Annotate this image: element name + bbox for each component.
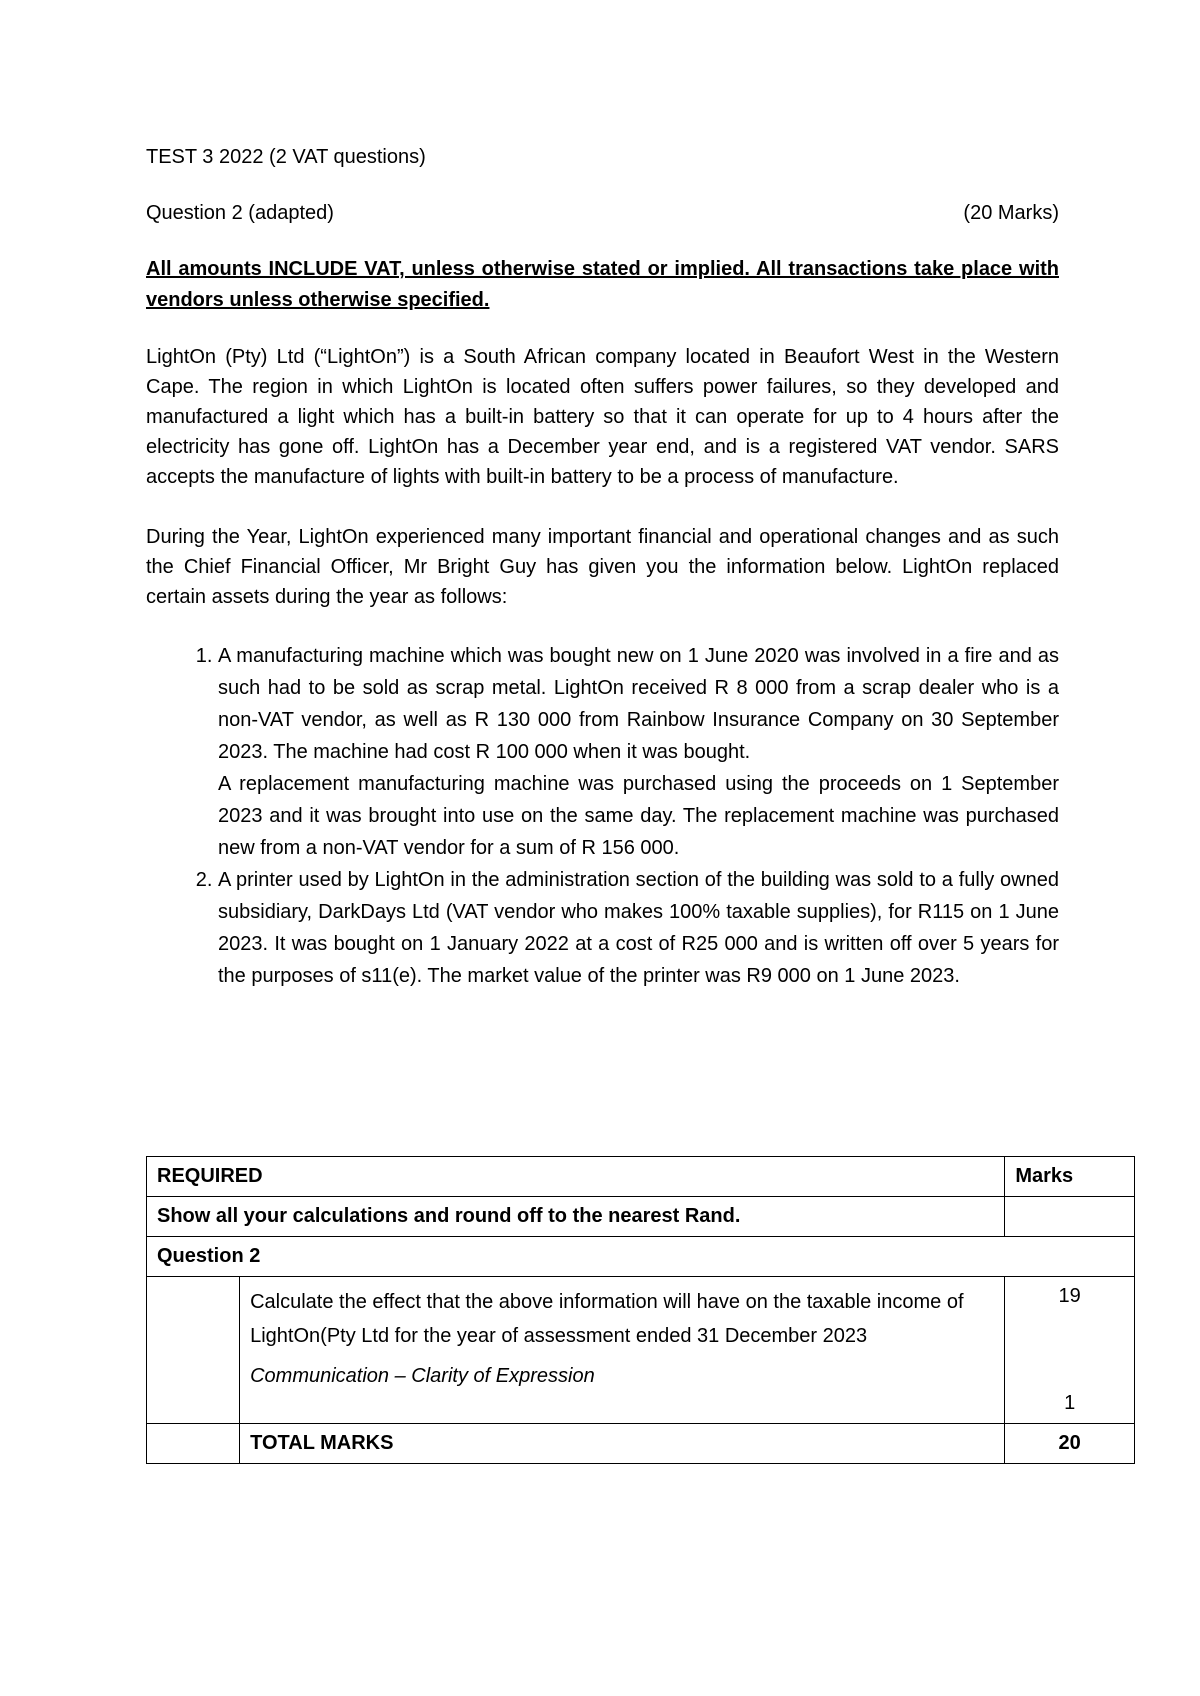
company-description: LightOn (Pty) Ltd (“LightOn”) is a South African company located in Beaufort West in the Western Cape. The region in which LightOn is located often suffers power failures, so they developed and manufactured a light which has a built-in battery so that it can operate for up to 4 hours after the electricity has gone off. LightOn has a December year end, and is a registered VAT vendor. SARS accepts the manufacture of lights with built-in battery to be a process of manufacture. [146,346,1059,488]
task-marks: 19 [1058,1285,1081,1307]
question-header [146,198,1059,228]
table-row [147,1424,1135,1464]
list-item [218,864,1059,992]
task-marks-cell [1005,1277,1135,1424]
total-label: TOTAL MARKS [240,1424,1005,1464]
communication-marks: 1 [1064,1392,1076,1414]
table-row [147,1157,1135,1197]
test-title: TEST 3 2022 (2 VAT questions) [146,146,426,168]
required-header: REQUIRED [147,1157,1005,1197]
empty-marks-cell [1005,1197,1135,1237]
table-row [147,1197,1135,1237]
asset-list [146,640,1059,992]
year-changes-intro: During the Year, LightOn experienced many important financial and operational changes and as such the Chief Financial Officer, Mr Bright Guy has given you the information below. LightOn replaced certain assets during the year as follows: [146,526,1059,608]
task-text: Calculate the effect that the above information will have on the taxable income of LightOn(Pty Ltd for the year of assessment ended 31 December 2023 [250,1291,964,1347]
question-row-cell: Question 2 [147,1237,1135,1277]
table-row [147,1277,1135,1424]
table-row [147,1237,1135,1277]
communication-text: Communication – Clarity of Expression [250,1365,595,1387]
empty-index-cell [147,1424,240,1464]
question-label: Question 2 (adapted) [146,202,334,224]
marks-header: Marks [1005,1157,1135,1197]
instruction-cell: Show all your calculations and round off to the nearest Rand. [147,1197,1005,1237]
amounts-notice: All amounts INCLUDE VAT, unless otherwise stated or implied. All transactions take place with vendors unless otherwise specified. [146,258,1059,311]
machine-fire-text: 1. A manufacturing machine which was bought new on 1 June 2020 was involved in a fire and as such had to be sold as scrap metal. LightOn received R 8 000 from a scrap dealer who is a non-VAT vendor, as well as R 130 000 from Rainbow Insurance Company on 30 September 2023. The machine had cost R 100 000 when it was bought. [218,645,1059,763]
list-item [218,640,1059,864]
total-marks: 20 [1005,1424,1135,1464]
printer-sale-text: 2. A printer used by LightOn in the administration section of the building was sold to a fully owned subsidiary, DarkDays Ltd (VAT vendor who makes 100% taxable supplies), for R115 on 1 June 2023. It was bought on 1 January 2022 at a cost of R25 000 and is written off over 5 years for the purposes of s11(e). The market value of the printer was R9 000 on 1 June 2023. [218,869,1059,987]
task-cell [240,1277,1005,1424]
document-body [146,142,1059,992]
question-marks: (20 Marks) [963,202,1059,224]
empty-index-cell [147,1277,240,1424]
required-table [146,1156,1135,1464]
replacement-machine-text: A replacement manufacturing machine was purchased using the proceeds on 1 September 2023 and it was brought into use on the same day. The replacement machine was purchased new from a non-VAT vendor for a sum of R 156 000. [218,773,1059,859]
